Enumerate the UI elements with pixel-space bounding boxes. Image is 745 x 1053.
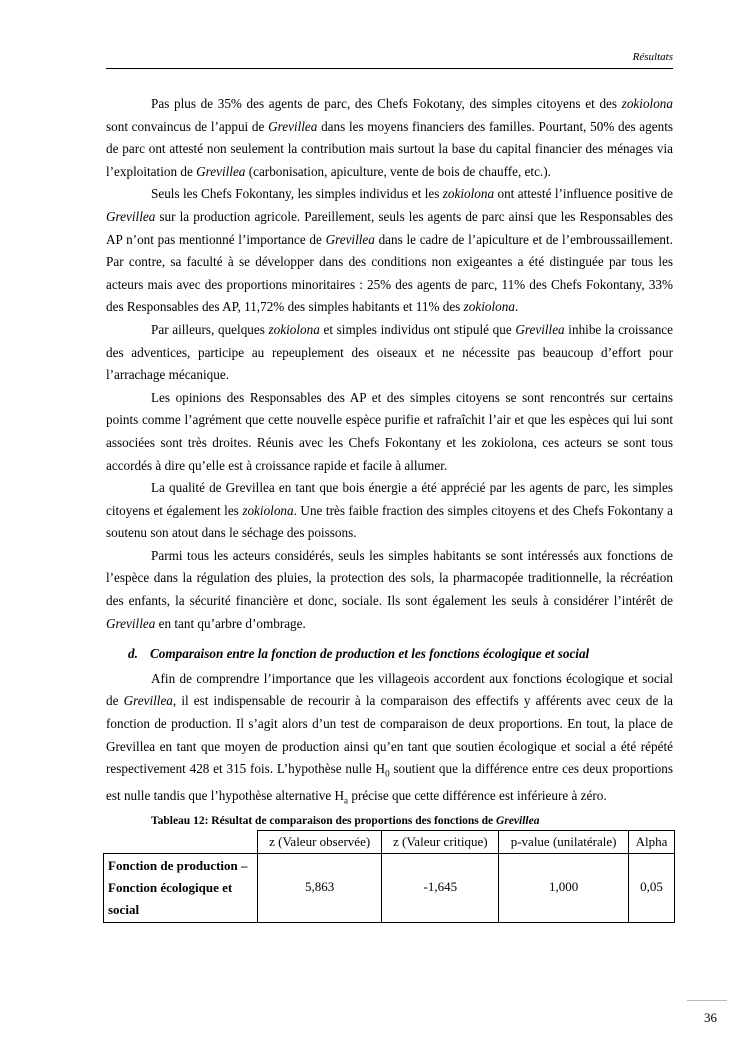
italic-term: zokiolona	[463, 299, 515, 315]
header-alpha: Alpha	[628, 830, 674, 853]
value-alpha: 0,05	[628, 853, 674, 922]
italic-term: Grevillea	[196, 163, 246, 179]
value-z-critical: -1,645	[382, 853, 499, 922]
italic-term: zokiolona	[242, 502, 294, 518]
value-p-value: 1,000	[499, 853, 629, 922]
italic-term: Grevillea	[515, 321, 565, 337]
footer-rule	[687, 1000, 727, 1001]
italic-term: zokiolona	[621, 96, 673, 111]
text-run: Pas plus de 35% des agents de parc, des Chefs Fokotany, des simples citoyens et des	[151, 96, 622, 111]
italic-term: Grevillea	[268, 118, 318, 134]
text-run: sont convaincus de l’appui de	[106, 118, 269, 134]
text-run: précise que cette différence est inférieure à zéro.	[348, 788, 607, 804]
text-run: Par ailleurs, quelques	[151, 321, 269, 337]
value-z-observed: 5,863	[258, 853, 382, 922]
section-heading	[106, 643, 673, 666]
paragraph-6	[106, 545, 673, 635]
text-run: en tant qu’arbre d’ombrage.	[155, 615, 306, 631]
running-header: Résultats	[632, 51, 673, 63]
page-number: 36	[704, 1010, 717, 1025]
text-run: , il est indispensable de recourir à la comparaison des effectifs y afférents avec ceux de la fonction de production. Il s’agit alors d’un test de comparaison de deux proportions. En tout, la place de Grevillea en tant que moyen de production ainsi qu’en tant que soutien écologique et social a été répété respectivement 428 et 315 fois. L’hypothèse nulle H	[106, 693, 673, 777]
paragraph-5	[106, 477, 673, 545]
italic-term: Grevillea	[325, 231, 375, 247]
paragraph-3	[106, 319, 673, 387]
section-title: Comparaison entre la fonction de production et les fonctions écologique et social	[150, 646, 590, 662]
text-run: dans le cadre de l’apiculture et de l’embroussaillement. Par contre, sa faculté à se développer dans des conditions non exigeantes a été distinguée par tous les acteurs mais avec des proportions minoritaires : 25% des agents de parc, 11% des Chefs Fokontany, 33% des Responsables des AP, 11,72% des simples habitants et 11% des	[106, 231, 673, 315]
text-run: La qualité de Grevillea en tant que bois énergie a été apprécié par les agents de parc, les simples citoyens et également les	[106, 480, 673, 518]
header-rule	[106, 68, 673, 69]
text-run: Les opinions des Responsables des AP et des simples citoyens se sont rencontrés sur certains points comme l’agrément que cette nouvelle espèce purifie et rafraîchit l’air et que les espèces qui lui sont associées sont très droites. Réunis avec les Chefs Fokontany et les zokiolona, ces acteurs se sont tous accordés à dire qu’elle est à croissance rapide et facile à allumer.	[106, 389, 673, 473]
table-caption-text: Tableau 12: Résultat de comparaison des proportions des fonctions de	[151, 814, 497, 827]
italic-term: Grevillea	[106, 208, 156, 224]
subscript: 0	[385, 768, 390, 779]
text-run: Parmi tous les acteurs considérés, seuls les simples habitants se sont intéressés aux fonctions de l’espèce dans la régulation des pluies, la protection des sols, la pharmacopée traditionnelle, la récréation des enfants, la sécurité financière et donc, sociale. Ils sont également les seuls à considérer l’intérêt de	[106, 547, 673, 609]
header-p-value: p-value (unilatérale)	[499, 830, 629, 853]
italic-term: Grevillea	[106, 615, 156, 631]
paragraph-4	[106, 387, 673, 477]
subscript: a	[344, 796, 349, 807]
text-run: .	[514, 299, 519, 315]
table-header-row	[104, 830, 675, 853]
paragraph-7	[106, 668, 673, 813]
results-table	[103, 830, 675, 923]
table-caption-species: Grevillea	[496, 814, 540, 827]
row-label: Fonction de production – Fonction écologique et social	[104, 853, 258, 922]
text-run: Seuls les Chefs Fokontany, les simples individus et les	[151, 186, 443, 202]
paragraph-1	[106, 93, 673, 183]
table-caption	[106, 813, 673, 829]
table-corner-cell	[104, 830, 258, 853]
text-run: et simples individus ont stipulé que	[319, 321, 516, 337]
text-run: sur la production agricole. Pareillement, seuls les agents de parc ainsi que les Responsables des AP n’ont pas mentionné l’importance de	[106, 208, 673, 247]
header-z-observed: z (Valeur observée)	[258, 830, 382, 853]
text-run: . Une très faible fraction des simples citoyens et des Chefs Fokontany a soutenu son atout dans le séchage des poissons.	[106, 502, 673, 541]
italic-term: zokiolona	[442, 186, 495, 202]
paragraph-2	[106, 183, 673, 319]
header-z-critical: z (Valeur critique)	[382, 830, 499, 853]
text-run: ont attesté l’influence positive de	[494, 186, 673, 202]
italic-term: zokiolona	[268, 321, 320, 337]
text-run: Afin de comprendre l’importance que les villageois accordent aux fonctions écologique et social de	[106, 670, 673, 709]
body-text	[106, 93, 673, 923]
section-letter: d.	[128, 646, 138, 662]
text-run: dans les moyens financiers des familles. Pourtant, 50% des agents de parc ont attesté non seulement la contribution mais surtout la base du capital financier des ménages via l’exploitation de	[106, 118, 673, 179]
text-run: soutient que la différence entre ces deux proportions est nulle tandis que l’hypothèse alternative H	[106, 761, 674, 804]
text-run: (carbonisation, apiculture, vente de bois de chauffe, etc.).	[245, 163, 551, 179]
text-run: inhibe la croissance des adventices, participe au repeuplement des oiseaux et ne nécessite pas beaucoup d’effort pour l’arrachage mécanique.	[106, 321, 674, 383]
table-row	[104, 853, 675, 922]
italic-term: Grevillea	[123, 693, 173, 709]
